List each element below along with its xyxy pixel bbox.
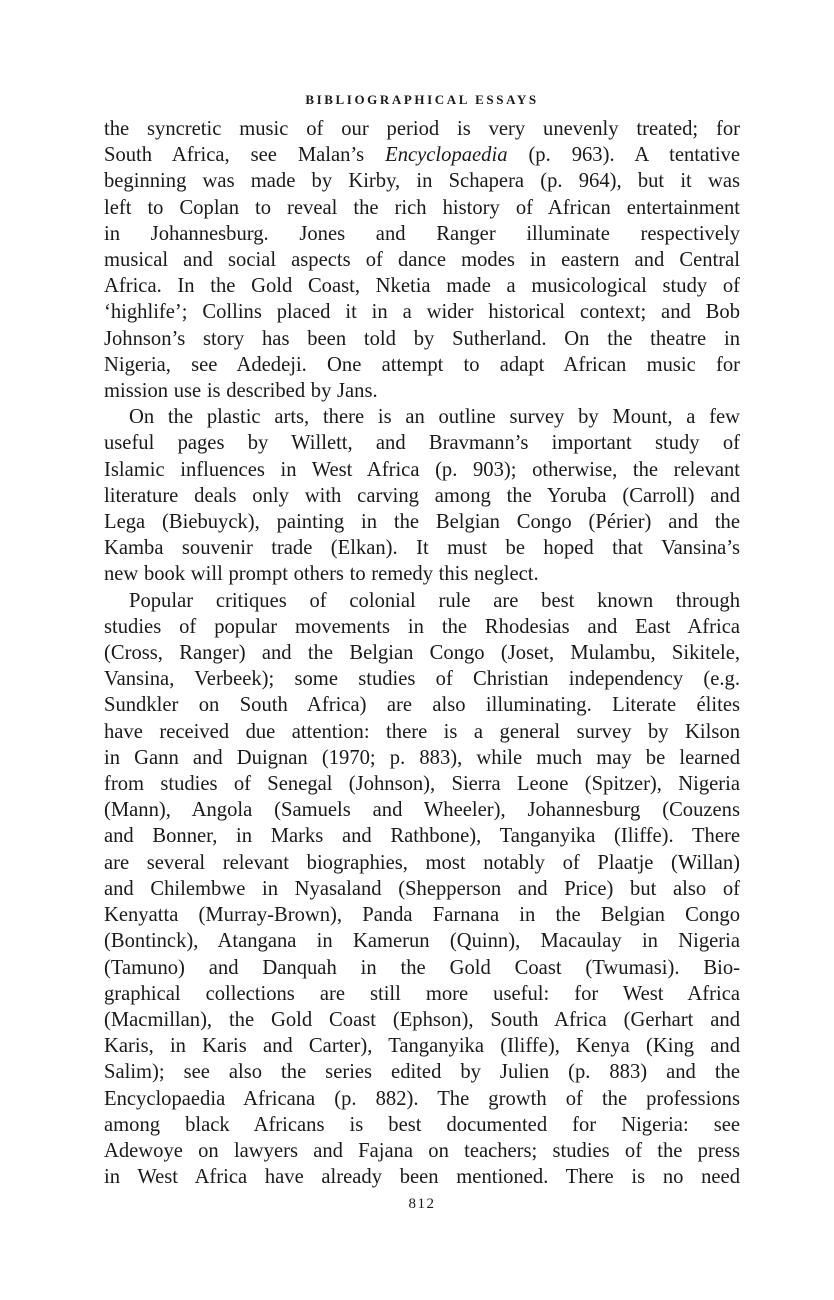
text-line: graphical collections are still more useful: for West Africa [104, 982, 740, 1005]
text-line: Salim); see also the series edited by Julien (p. 883) and the [104, 1061, 740, 1084]
text-line: Kenyatta (Murray-Brown), Panda Farnana in the Belgian Congo [104, 904, 740, 927]
text-line: among black Africans is best documented for Nigeria: see [104, 1113, 740, 1136]
text-line: new book will prompt others to remedy this neglect. [104, 563, 539, 586]
text-line: (Mann), Angola (Samuels and Wheeler), Johannesburg (Couzens [104, 799, 740, 822]
text-line: from studies of Senegal (Johnson), Sierra Leone (Spitzer), Nigeria [104, 773, 740, 796]
text-line: in West Africa have already been mentioned. There is no need [104, 1166, 740, 1189]
paragraph [104, 404, 740, 587]
text-line: and Chilembwe in Nyasaland (Shepperson and Price) but also of [104, 877, 740, 900]
text-line: are several relevant biographies, most notably of Plaatje (Willan) [104, 851, 740, 874]
text-line: musical and social aspects of dance modes in eastern and Central [104, 249, 740, 272]
text-line: studies of popular movements in the Rhodesias and East Africa [104, 615, 740, 638]
text-line: Vansina, Verbeek); some studies of Christian independency (e.g. [104, 668, 740, 691]
text-line: the syncretic music of our period is very unevenly treated; for [104, 118, 740, 140]
text-line: have received due attention: there is a general survey by Kilson [104, 720, 740, 743]
text-line: Lega (Biebuyck), painting in the Belgian Congo (Périer) and the [104, 511, 740, 534]
text-line: and Bonner, in Marks and Rathbone), Tanganyika (Iliffe). There [104, 825, 740, 848]
text-line: (Macmillan), the Gold Coast (Ephson), South Africa (Gerhart and [104, 1008, 740, 1031]
text-line: in Gann and Duignan (1970; p. 883), while much may be learned [104, 746, 740, 769]
text-line: On the plastic arts, there is an outline survey by Mount, a few [129, 406, 740, 429]
text-line: useful pages by Willett, and Bravmann’s important study of [104, 432, 740, 455]
text-line: South Africa, see Malan’s Encyclopaedia (p. 963). A tentative [104, 144, 741, 167]
text-line: Nigeria, see Adedeji. One attempt to adapt African music for [104, 353, 740, 376]
text-line: (Tamuno) and Danquah in the Gold Coast (Twumasi). Bio- [104, 956, 740, 979]
book-title-italic: Encyclopaedia [385, 144, 508, 167]
text-line: Johnson’s story has been told by Sutherland. On the theatre in [104, 327, 740, 350]
text-line: Islamic influences in West Africa (p. 903); otherwise, the relevant [104, 458, 740, 481]
running-head: BIBLIOGRAPHICAL ESSAYS [305, 92, 539, 107]
text-line: left to Coplan to reveal the rich history of African entertainment [104, 196, 740, 219]
text-line: Sundkler on South Africa) are also illuminating. Literate élites [104, 694, 740, 717]
text-line: Popular critiques of colonial rule are best known through [129, 589, 740, 612]
text-line: Encyclopaedia Africana (p. 882). The growth of the professions [104, 1087, 740, 1110]
text-line: Adewoye on lawyers and Fajana on teachers; studies of the press [104, 1139, 740, 1162]
page-number: 812 [408, 1196, 436, 1213]
book-page [104, 90, 740, 1213]
paragraph [104, 588, 740, 1191]
text-line: ‘highlife’; Collins placed it in a wider historical context; and Bob [104, 301, 740, 324]
text-line: Africa. In the Gold Coast, Nketia made a musicological study of [104, 275, 740, 298]
text-line: Karis, in Karis and Carter), Tanganyika (Iliffe), Kenya (King and [104, 1035, 740, 1058]
text-line: Kamba souvenir trade (Elkan). It must be hoped that Vansina’s [104, 537, 740, 560]
text-line: (Cross, Ranger) and the Belgian Congo (Joset, Mulambu, Sikitele, [104, 642, 740, 665]
text-line: literature deals only with carving among the Yoruba (Carroll) and [104, 484, 740, 507]
text-line: (Bontinck), Atangana in Kamerun (Quinn), Macaulay in Nigeria [104, 930, 740, 953]
text-line: in Johannesburg. Jones and Ranger illuminate respectively [104, 222, 740, 245]
body-text [104, 116, 740, 1190]
text-line: mission use is described by Jans. [104, 380, 378, 403]
text-line: beginning was made by Kirby, in Schapera (p. 964), but it was [104, 170, 740, 193]
paragraph [104, 116, 740, 404]
